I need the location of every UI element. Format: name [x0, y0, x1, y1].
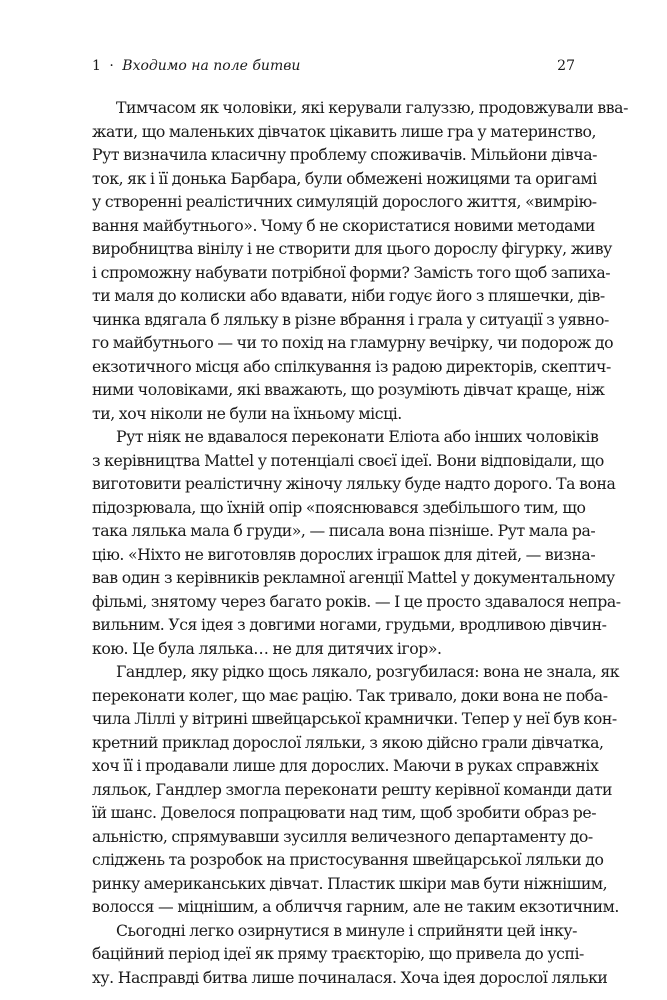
text-line: і спроможну набувати потрібної форми? Замість того щоб запиха- [92, 262, 611, 282]
text-line: ринку американських дівчат. Пластик шкіри мав бути ніжнішим, [92, 873, 608, 893]
text-line: ху. Насправді битва лише починалася. Хоча ідея дорослої ляльки [92, 967, 608, 987]
text-line: ляльок, Гандлер змогла переконати решту керівної команди дати [92, 779, 612, 799]
paragraph [92, 96, 628, 425]
text-line: Тимчасом як чоловіки, які керували галуззю, продовжували вва- [116, 98, 628, 117]
text-line: Гандлер, яку рідко щось лякало, розгубилася: вона не знала, як [116, 662, 620, 681]
text-line: цію. «Ніхто не виготовляв дорослих іграшок для дітей, — визна- [92, 544, 596, 564]
paragraph [92, 660, 620, 919]
chapter-number: 1 [92, 58, 101, 74]
text-line: сліджень та розробок на пристосування швейцарської ляльки до [92, 850, 604, 869]
page-number: 27 [557, 58, 575, 74]
running-head [92, 56, 575, 76]
text-line: Сьогодні легко озирнутися в минуле і сприйняти цей інку- [116, 920, 577, 940]
text-line: кою. Це була лялька… не для дитячих ігор». [92, 638, 442, 658]
text-line: жати, що маленьких дівчаток цікавить лише гра у материнство, [92, 121, 596, 141]
text-line: фільмі, знятому через багато років. — І це просто здавалося непра- [92, 591, 621, 611]
text-line: хоч її і продавали лише для дорослих. Маючи в руках справжніх [92, 756, 599, 775]
text-line: вання майбутнього». Чому б не скористатися новими методами [92, 215, 595, 235]
chapter-title: Входимо на поле битви [122, 58, 301, 74]
text-line: переконати колег, що має рацію. Так тривало, доки вона не поба- [92, 685, 608, 705]
text-line: Рут визначила класичну проблему споживачів. Мільйони дівча- [92, 145, 598, 164]
text-line: така лялька мала б груди», — писала вона пізніше. Рут мала ра- [92, 521, 596, 540]
text-line: екзотичного місця або спілкування із радою директорів, скептич- [92, 356, 611, 376]
text-line: вав один з керівників рекламної агенції Mattel у документальному [92, 568, 615, 587]
text-line: у створенні реалістичних симуляцій дорослого життя, «вимрію- [92, 192, 597, 211]
heading-separator: · [109, 58, 114, 74]
paragraph [92, 919, 608, 990]
text-line: баційний період ідеї як пряму траєкторію, що привела до успі- [92, 944, 584, 963]
text-line: з керівництва Mattel у потенціалі своєї ідеї. Вони відповідали, що [92, 450, 604, 470]
text-line: вильним. Уся ідея з довгими ногами, грудьми, вродливою дівчин- [92, 615, 607, 634]
text-line: виробництва вінілу і не створити для цього дорослу фігурку, живу [92, 239, 612, 258]
text-line: ними чоловіками, які вважають, що розуміють дівчат краще, ніж [92, 380, 605, 399]
paragraph [92, 425, 621, 660]
text-line: кретний приклад дорослої ляльки, з якою дійсно грали дівчатка, [92, 732, 604, 752]
text-line: чинка вдягала б ляльку в різне вбрання і грала у ситуації з уявно- [92, 309, 609, 329]
text-line: ти маля до колиски або вдавати, ніби годує його з пляшечки, дів- [92, 286, 605, 305]
text-line: Рут ніяк не вдавалося переконати Еліота або інших чоловіків [116, 427, 599, 446]
text-line: чила Ліллі у вітрині швейцарської крамнички. Тепер у неї був кон- [92, 709, 617, 728]
text-line: їй шанс. Довелося попрацювати над тим, щоб зробити образ ре- [92, 803, 597, 822]
text-line: волосся — міцнішим, а обличчя гарним, але не таким екзотичним. [92, 897, 619, 916]
text-line: альністю, спрямувавши зусилля величезного департаменту до- [92, 826, 593, 846]
chapter-heading [92, 56, 300, 76]
text-line: підозрювала, що їхній опір «пояснювався здебільшого тим, що [92, 497, 586, 517]
body-text [92, 96, 628, 989]
text-line: го майбутнього — чи то похід на гламурну вечірку, чи подорож до [92, 333, 614, 352]
text-line: виготовити реалістичну жіночу ляльку буде надто дорого. Та вона [92, 474, 616, 493]
text-line: ти, хоч ніколи не були на їхньому місці. [92, 403, 402, 423]
text-line: ток, як і її донька Барбара, були обмежені ножицями та оригамі [92, 168, 597, 188]
